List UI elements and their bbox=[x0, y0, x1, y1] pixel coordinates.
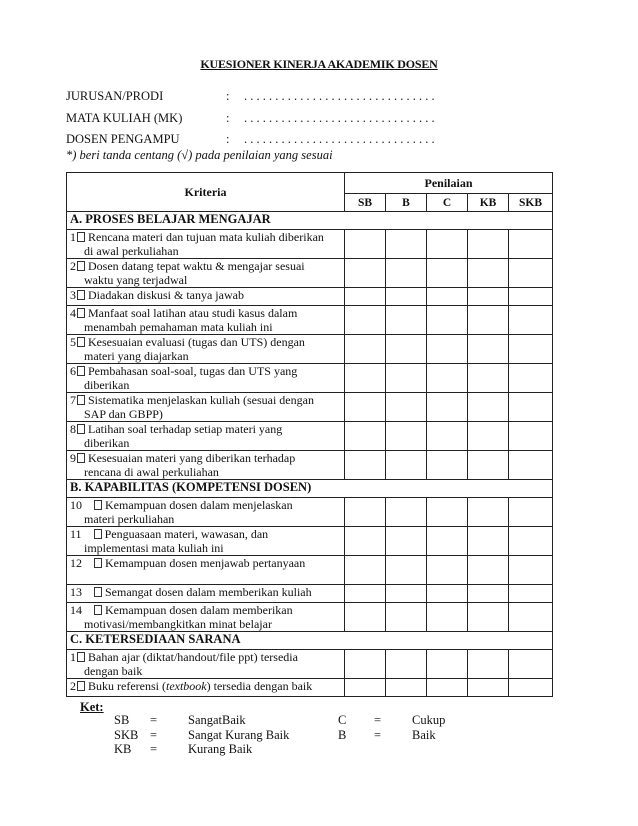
rating-col-sb: SB bbox=[345, 194, 386, 212]
rating-col-skb: SKB bbox=[509, 194, 553, 212]
legend-title: Ket: bbox=[80, 700, 104, 714]
legend-abbr: SB bbox=[114, 713, 130, 727]
rating-cell-skb[interactable] bbox=[509, 603, 553, 632]
rating-cell-b[interactable] bbox=[386, 679, 427, 697]
placeholder-box-icon bbox=[77, 681, 85, 691]
item-text-line2: menambah pemahaman mata kuliah ini bbox=[84, 320, 273, 334]
rating-cell-c[interactable] bbox=[427, 603, 468, 632]
rating-cell-b[interactable] bbox=[386, 335, 427, 364]
rating-cell-kb[interactable] bbox=[468, 498, 509, 527]
placeholder-box-icon bbox=[77, 366, 85, 376]
rating-cell-c[interactable] bbox=[427, 556, 468, 585]
item-number: 8 bbox=[70, 422, 76, 436]
rating-cell-c[interactable] bbox=[427, 679, 468, 697]
instruction-note: *) beri tanda centang (√) pada penilaian yang sesuai bbox=[66, 148, 333, 162]
rating-cell-sb[interactable] bbox=[345, 585, 386, 603]
item-number: 11 bbox=[70, 527, 82, 541]
rating-cell-b[interactable] bbox=[386, 230, 427, 259]
rating-cell-kb[interactable] bbox=[468, 364, 509, 393]
rating-cell-skb[interactable] bbox=[509, 259, 553, 288]
legend-abbr: C bbox=[338, 713, 347, 727]
legend-abbr: SKB bbox=[114, 728, 139, 742]
rating-cell-kb[interactable] bbox=[468, 650, 509, 679]
rating-cell-skb[interactable] bbox=[509, 556, 553, 585]
criteria-cell bbox=[67, 393, 345, 422]
criteria-cell bbox=[67, 364, 345, 393]
item-text-line2: SAP dan GBPP) bbox=[84, 407, 163, 421]
rating-cell-b[interactable] bbox=[386, 393, 427, 422]
rating-cell-sb[interactable] bbox=[345, 335, 386, 364]
rating-cell-skb[interactable] bbox=[509, 422, 553, 451]
criteria-header: Kriteria bbox=[67, 173, 345, 212]
rating-cell-c[interactable] bbox=[427, 451, 468, 480]
rating-cell-sb[interactable] bbox=[345, 650, 386, 679]
placeholder-box-icon bbox=[94, 558, 102, 568]
rating-cell-c[interactable] bbox=[427, 393, 468, 422]
section-title: B. KAPABILITAS (KOMPETENSI DOSEN) bbox=[67, 480, 553, 498]
rating-cell-kb[interactable] bbox=[468, 393, 509, 422]
item-number: 9 bbox=[70, 451, 76, 465]
legend-equals: = bbox=[150, 713, 158, 727]
rating-cell-kb[interactable] bbox=[468, 585, 509, 603]
item-text: Latihan soal terhadap setiap materi yang bbox=[88, 422, 283, 436]
rating-cell-skb[interactable] bbox=[509, 585, 553, 603]
item-text-line2: rencana di awal perkuliahan bbox=[84, 465, 219, 479]
criteria-cell bbox=[67, 335, 345, 364]
rating-cell-sb[interactable] bbox=[345, 527, 386, 556]
rating-cell-skb[interactable] bbox=[509, 498, 553, 527]
rating-cell-b[interactable] bbox=[386, 306, 427, 335]
section-title: C. KETERSEDIAAN SARANA bbox=[67, 632, 553, 650]
rating-cell-sb[interactable] bbox=[345, 259, 386, 288]
item-number: 1 bbox=[70, 650, 76, 664]
item-text: Sistematika menjelaskan kuliah (sesuai dengan bbox=[88, 393, 314, 407]
rating-cell-kb[interactable] bbox=[468, 335, 509, 364]
questionnaire-table bbox=[66, 172, 553, 697]
rating-col-kb: KB bbox=[468, 194, 509, 212]
item-text-line2: materi perkuliahan bbox=[84, 512, 175, 526]
rating-cell-skb[interactable] bbox=[509, 230, 553, 259]
criteria-cell bbox=[67, 585, 345, 603]
field-colon: : bbox=[226, 111, 230, 125]
criteria-row bbox=[67, 556, 553, 585]
item-text: Buku referensi ( bbox=[88, 679, 166, 693]
criteria-row bbox=[67, 259, 553, 288]
field-blank[interactable]: . . . . . . . . . . . . . . . . . . . . . . . . . . . . . . . bbox=[244, 111, 435, 125]
section-row bbox=[67, 480, 553, 498]
section-title: A. PROSES BELAJAR MENGAJAR bbox=[67, 212, 553, 230]
item-number: 14 bbox=[70, 603, 82, 617]
section-row bbox=[67, 632, 553, 650]
criteria-cell bbox=[67, 603, 345, 632]
rating-col-b: B bbox=[386, 194, 427, 212]
rating-cell-kb[interactable] bbox=[468, 451, 509, 480]
placeholder-box-icon bbox=[94, 605, 102, 615]
criteria-cell bbox=[67, 556, 345, 585]
legend-meaning: Baik bbox=[412, 728, 436, 742]
rating-cell-b[interactable] bbox=[386, 451, 427, 480]
rating-cell-c[interactable] bbox=[427, 585, 468, 603]
placeholder-box-icon bbox=[77, 395, 85, 405]
item-text-line2: implementasi mata kuliah ini bbox=[84, 541, 224, 555]
rating-cell-sb[interactable] bbox=[345, 393, 386, 422]
placeholder-box-icon bbox=[77, 424, 85, 434]
item-text-line2: dengan baik bbox=[84, 664, 143, 678]
item-text: Kemampuan dosen dalam memberikan bbox=[105, 603, 293, 617]
rating-cell-sb[interactable] bbox=[345, 556, 386, 585]
rating-col-c: C bbox=[427, 194, 468, 212]
item-number: 3 bbox=[70, 288, 76, 302]
placeholder-box-icon bbox=[77, 337, 85, 347]
criteria-cell bbox=[67, 679, 345, 697]
item-text: ) tersedia dengan baik bbox=[206, 679, 313, 693]
field-label: DOSEN PENGAMPU bbox=[66, 132, 180, 146]
rating-cell-c[interactable] bbox=[427, 259, 468, 288]
rating-cell-b[interactable] bbox=[386, 650, 427, 679]
criteria-row bbox=[67, 335, 553, 364]
rating-cell-b[interactable] bbox=[386, 603, 427, 632]
item-text: Kemampuan dosen menjawab pertanyaan bbox=[105, 556, 306, 570]
rating-cell-b[interactable] bbox=[386, 422, 427, 451]
placeholder-box-icon bbox=[94, 529, 102, 539]
criteria-cell bbox=[67, 306, 345, 335]
item-text-line2: diberikan bbox=[84, 378, 130, 392]
rating-cell-c[interactable] bbox=[427, 650, 468, 679]
field-blank[interactable]: . . . . . . . . . . . . . . . . . . . . . . . . . . . . . . . bbox=[244, 132, 435, 146]
rating-cell-sb[interactable] bbox=[345, 603, 386, 632]
legend-meaning: SangatBaik bbox=[188, 713, 246, 727]
criteria-cell bbox=[67, 230, 345, 259]
placeholder-box-icon bbox=[77, 261, 85, 271]
legend-equals: = bbox=[150, 728, 158, 742]
item-text: Kemampuan dosen dalam menjelaskan bbox=[105, 498, 293, 512]
rating-cell-sb[interactable] bbox=[345, 288, 386, 306]
criteria-row bbox=[67, 527, 553, 556]
item-text: Rencana materi dan tujuan mata kuliah diberikan bbox=[88, 230, 324, 244]
rating-cell-b[interactable] bbox=[386, 527, 427, 556]
rating-cell-skb[interactable] bbox=[509, 393, 553, 422]
rating-cell-skb[interactable] bbox=[509, 306, 553, 335]
criteria-cell bbox=[67, 422, 345, 451]
criteria-row bbox=[67, 364, 553, 393]
field-label: MATA KULIAH (MK) bbox=[66, 111, 183, 125]
item-text-line2: diberikan bbox=[84, 436, 130, 450]
criteria-row bbox=[67, 679, 553, 697]
item-number: 10 bbox=[70, 498, 82, 512]
rating-cell-skb[interactable] bbox=[509, 288, 553, 306]
item-number: 6 bbox=[70, 364, 76, 378]
item-number: 4 bbox=[70, 306, 76, 320]
criteria-cell bbox=[67, 259, 345, 288]
rating-cell-c[interactable] bbox=[427, 498, 468, 527]
legend-meaning: Kurang Baik bbox=[188, 742, 253, 756]
field-label: JURUSAN/PRODI bbox=[66, 89, 164, 103]
placeholder-box-icon bbox=[77, 652, 85, 662]
rating-cell-c[interactable] bbox=[427, 230, 468, 259]
rating-cell-kb[interactable] bbox=[468, 527, 509, 556]
item-number: 12 bbox=[70, 556, 82, 570]
placeholder-box-icon bbox=[77, 453, 85, 463]
item-text-italic: textbook bbox=[165, 679, 207, 693]
legend-equals: = bbox=[374, 728, 382, 742]
rating-cell-skb[interactable] bbox=[509, 650, 553, 679]
legend-meaning: Cukup bbox=[412, 713, 446, 727]
field-colon: : bbox=[226, 132, 230, 146]
item-number: 13 bbox=[70, 585, 82, 599]
placeholder-box-icon bbox=[77, 308, 85, 318]
item-text-line2: motivasi/membangkitkan minat belajar bbox=[84, 617, 272, 631]
item-text: Diadakan diskusi & tanya jawab bbox=[88, 288, 244, 302]
field-blank[interactable]: . . . . . . . . . . . . . . . . . . . . . . . . . . . . . . . bbox=[244, 89, 435, 103]
rating-cell-kb[interactable] bbox=[468, 230, 509, 259]
rating-cell-b[interactable] bbox=[386, 556, 427, 585]
legend-meaning: Sangat Kurang Baik bbox=[188, 728, 290, 742]
criteria-cell bbox=[67, 288, 345, 306]
rating-cell-c[interactable] bbox=[427, 306, 468, 335]
rating-cell-c[interactable] bbox=[427, 288, 468, 306]
legend-equals: = bbox=[374, 713, 382, 727]
item-text: Kesesuaian materi yang diberikan terhadap bbox=[88, 451, 296, 465]
rating-cell-kb[interactable] bbox=[468, 306, 509, 335]
placeholder-box-icon bbox=[94, 587, 102, 597]
item-number: 1 bbox=[70, 230, 76, 244]
rating-cell-kb[interactable] bbox=[468, 679, 509, 697]
item-text: Kesesuaian evaluasi (tugas dan UTS) dengan bbox=[88, 335, 305, 349]
rating-cell-skb[interactable] bbox=[509, 335, 553, 364]
item-text: Manfaat soal latihan atau studi kasus dalam bbox=[88, 306, 298, 320]
criteria-row bbox=[67, 288, 553, 306]
item-text: Bahan ajar (diktat/handout/file ppt) tersedia bbox=[88, 650, 298, 664]
rating-cell-skb[interactable] bbox=[509, 527, 553, 556]
rating-header: Penilaian bbox=[345, 173, 553, 194]
rating-cell-skb[interactable] bbox=[509, 364, 553, 393]
item-text-line2: di awal perkuliahan bbox=[84, 244, 179, 258]
item-text: Penguasaan materi, wawasan, dan bbox=[104, 527, 269, 541]
item-text: Semangat dosen dalam memberikan kuliah bbox=[105, 585, 312, 599]
rating-cell-sb[interactable] bbox=[345, 679, 386, 697]
placeholder-box-icon bbox=[94, 500, 102, 510]
rating-cell-kb[interactable] bbox=[468, 259, 509, 288]
criteria-cell bbox=[67, 451, 345, 480]
criteria-cell bbox=[67, 650, 345, 679]
rating-cell-c[interactable] bbox=[427, 527, 468, 556]
item-number: 2 bbox=[70, 259, 76, 273]
rating-cell-sb[interactable] bbox=[345, 230, 386, 259]
criteria-row bbox=[67, 603, 553, 632]
legend-abbr: KB bbox=[114, 742, 132, 756]
placeholder-box-icon bbox=[77, 232, 85, 242]
criteria-row bbox=[67, 585, 553, 603]
criteria-row bbox=[67, 230, 553, 259]
item-number: 7 bbox=[70, 393, 76, 407]
rating-cell-kb[interactable] bbox=[468, 288, 509, 306]
criteria-cell bbox=[67, 498, 345, 527]
item-text: Dosen datang tepat waktu & mengajar sesuai bbox=[88, 259, 305, 273]
criteria-row bbox=[67, 498, 553, 527]
rating-cell-skb[interactable] bbox=[509, 679, 553, 697]
rating-cell-sb[interactable] bbox=[345, 451, 386, 480]
criteria-row bbox=[67, 422, 553, 451]
placeholder-box-icon bbox=[77, 290, 85, 300]
rating-cell-c[interactable] bbox=[427, 335, 468, 364]
rating-cell-sb[interactable] bbox=[345, 364, 386, 393]
rating-cell-b[interactable] bbox=[386, 585, 427, 603]
rating-cell-sb[interactable] bbox=[345, 498, 386, 527]
item-number: 2 bbox=[70, 679, 76, 693]
item-number: 5 bbox=[70, 335, 76, 349]
item-text-line2: waktu yang terjadwal bbox=[84, 273, 188, 287]
rating-cell-b[interactable] bbox=[386, 364, 427, 393]
criteria-row bbox=[67, 451, 553, 480]
rating-cell-b[interactable] bbox=[386, 259, 427, 288]
rating-cell-kb[interactable] bbox=[468, 603, 509, 632]
item-text: Pembahasan soal-soal, tugas dan UTS yang bbox=[88, 364, 298, 378]
criteria-cell bbox=[67, 527, 345, 556]
legend-abbr: B bbox=[338, 728, 347, 742]
rating-cell-b[interactable] bbox=[386, 288, 427, 306]
section-row bbox=[67, 212, 553, 230]
rating-cell-kb[interactable] bbox=[468, 422, 509, 451]
rating-cell-sb[interactable] bbox=[345, 422, 386, 451]
rating-cell-b[interactable] bbox=[386, 498, 427, 527]
field-colon: : bbox=[226, 89, 230, 103]
legend-equals: = bbox=[150, 742, 158, 756]
rating-cell-c[interactable] bbox=[427, 422, 468, 451]
rating-cell-c[interactable] bbox=[427, 364, 468, 393]
criteria-row bbox=[67, 650, 553, 679]
criteria-row bbox=[67, 393, 553, 422]
page-title: KUESIONER KINERJA AKADEMIK DOSEN bbox=[200, 57, 438, 71]
rating-cell-sb[interactable] bbox=[345, 306, 386, 335]
rating-cell-skb[interactable] bbox=[509, 451, 553, 480]
rating-cell-kb[interactable] bbox=[468, 556, 509, 585]
criteria-row bbox=[67, 306, 553, 335]
item-text-line2: materi yang diajarkan bbox=[84, 349, 189, 363]
